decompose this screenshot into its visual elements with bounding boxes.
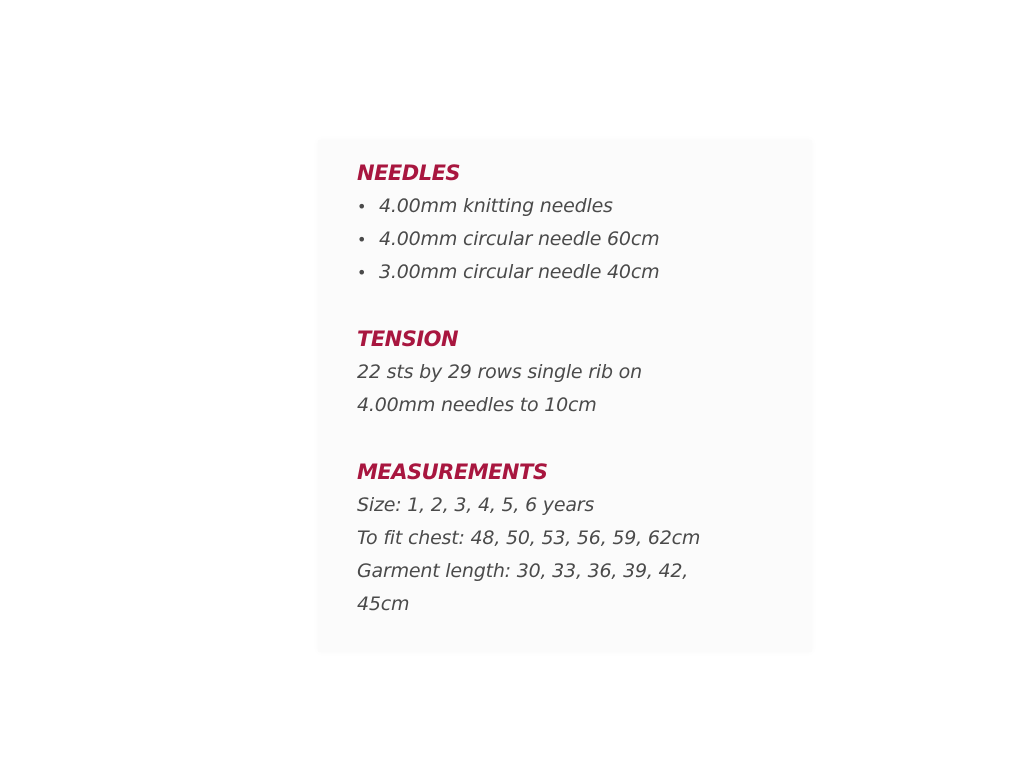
bullet-icon: • xyxy=(357,230,367,249)
tension-line: 22 sts by 29 rows single rib on xyxy=(357,361,642,383)
tension-line: 4.00mm needles to 10cm xyxy=(357,394,597,416)
needle-item-text: 4.00mm knitting needles xyxy=(379,195,613,217)
list-item xyxy=(357,190,817,223)
needles-section xyxy=(357,156,817,289)
needles-heading: NEEDLES xyxy=(357,161,461,185)
pattern-info xyxy=(357,156,817,621)
measurements-heading: MEASUREMENTS xyxy=(357,460,548,484)
needle-item-text: 3.00mm circular needle 40cm xyxy=(379,261,660,283)
measurements-section xyxy=(357,455,817,621)
tension-section xyxy=(357,322,817,422)
needle-item-text: 4.00mm circular needle 60cm xyxy=(379,228,660,250)
measurement-line: 45cm xyxy=(357,593,410,615)
needles-list xyxy=(357,190,817,289)
measurement-line: Garment length: 30, 33, 36, 39, 42, xyxy=(357,560,689,582)
bullet-icon: • xyxy=(357,197,367,216)
bullet-icon: • xyxy=(357,263,367,282)
list-item xyxy=(357,256,817,289)
measurement-line: To fit chest: 48, 50, 53, 56, 59, 62cm xyxy=(357,527,701,549)
list-item xyxy=(357,223,817,256)
tension-heading: TENSION xyxy=(357,327,459,351)
measurement-line: Size: 1, 2, 3, 4, 5, 6 years xyxy=(357,494,595,516)
